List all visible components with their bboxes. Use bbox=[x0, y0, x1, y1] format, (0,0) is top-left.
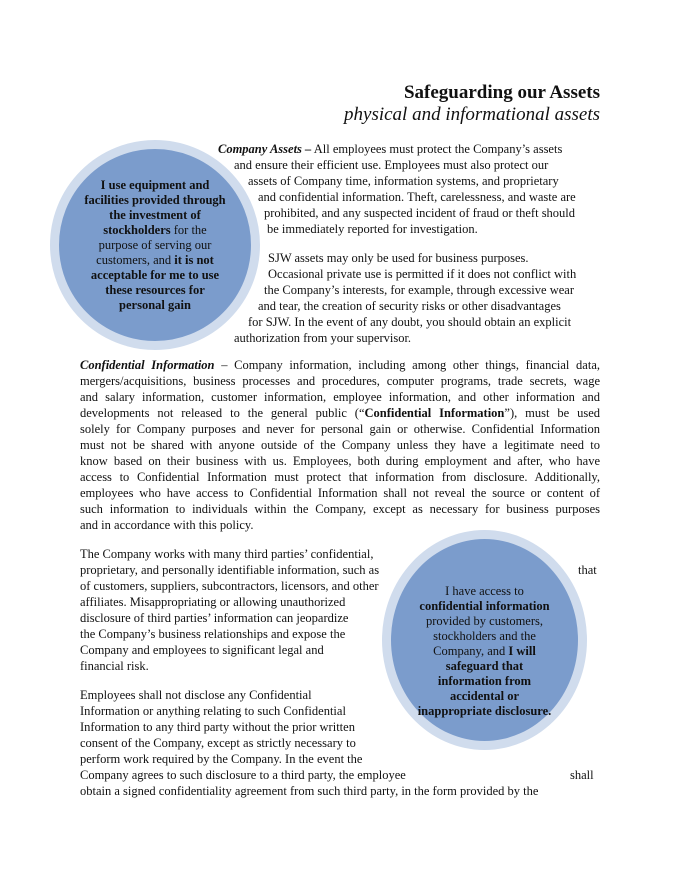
callout-line: purpose of serving our bbox=[98, 238, 212, 252]
confidential-line: and in accordance with this policy. bbox=[80, 518, 254, 532]
third-parties-line: financial risk. bbox=[80, 659, 149, 673]
disclosure-line-end: shall bbox=[570, 768, 594, 782]
callout-line: customers, and it is not bbox=[96, 253, 214, 267]
callout-line: acceptable for me to use bbox=[90, 268, 220, 282]
disclosure-line: Company agrees to such disclosure to a third party, the employee bbox=[80, 768, 406, 782]
third-parties-line: Company and employees to significant legal and bbox=[80, 643, 324, 657]
company-assets-line: Occasional private use is permitted if it does not conflict with bbox=[268, 267, 577, 281]
callout-line: these resources for bbox=[105, 283, 205, 297]
confidential-line: employees who have access to Confidential Information shall not reveal the source or content of bbox=[80, 486, 600, 500]
disclosure-line: Information to any third party without the prior written bbox=[80, 720, 355, 734]
company-assets-line: and confidential information. Theft, carelessness, and waste are bbox=[258, 190, 576, 204]
confidential-line: mergers/acquisitions, business processes and procedures, computer programs, trade secrets, wage bbox=[80, 374, 600, 388]
disclosure-line: obtain a signed confidentiality agreement from such third party, in the form provided by the bbox=[80, 784, 539, 798]
confidential-line: and salary information, customer information, employee information, and other information and bbox=[80, 390, 600, 404]
third-parties-line-end: that bbox=[578, 563, 597, 577]
disclosure-line: perform work required by the Company. In the event the bbox=[80, 752, 363, 766]
confidential-callout-text bbox=[392, 584, 577, 719]
confidential-line: must not be shared with anyone outside of the Company unless they have a legitimate need to bbox=[80, 438, 600, 452]
third-parties-line: of customers, suppliers, subcontractors, licensors, and other bbox=[80, 579, 379, 593]
confidential-line: know based on their business with us. Employees, both during employment and after, who have bbox=[80, 454, 600, 468]
third-parties-line: affiliates. Misappropriating or allowing unauthorized bbox=[80, 595, 346, 609]
callout-line: personal gain bbox=[119, 298, 191, 312]
confidential-line: developments not released to the general public (“Confidential Information”), must be used bbox=[80, 406, 601, 420]
callout-line: Company, and I will bbox=[433, 644, 536, 658]
callout-line: stockholders and the bbox=[433, 629, 536, 643]
callout-line: safeguard that bbox=[445, 659, 524, 673]
callout-line: accidental or bbox=[449, 689, 520, 703]
disclosure-line: Information or anything relating to such Confidential bbox=[80, 704, 346, 718]
callout-line: inappropriate disclosure. bbox=[417, 704, 552, 718]
confidential-line: such information to individuals within the Company, except as necessary for business purposes bbox=[80, 502, 600, 516]
third-parties-line: the Company’s business relationships and expose the bbox=[80, 627, 346, 641]
callout-line: facilities provided through bbox=[84, 193, 226, 207]
confidential-line: Confidential Information – Company information, including among other things, financial data, bbox=[80, 358, 600, 372]
callout-line: I have access to bbox=[445, 584, 524, 598]
third-parties-line: The Company works with many third parties’ confidential, bbox=[80, 547, 374, 561]
company-assets-line: and ensure their efficient use. Employees must also protect our bbox=[234, 158, 549, 172]
company-assets-line: and tear, the creation of security risks or other disadvantages bbox=[258, 299, 561, 313]
callout-line: provided by customers, bbox=[426, 614, 543, 628]
assets-callout-text bbox=[62, 178, 248, 313]
callout-line: confidential information bbox=[419, 599, 550, 613]
confidential-heading: Confidential Information bbox=[80, 358, 215, 372]
disclosure-line: Employees shall not disclose any Confidential bbox=[80, 688, 312, 702]
company-assets-line: prohibited, and any suspected incident of fraud or theft should bbox=[264, 206, 576, 220]
company-assets-line: be immediately reported for investigation. bbox=[267, 222, 478, 236]
callout-line: the investment of bbox=[109, 208, 201, 222]
company-assets-line: for SJW. In the event of any doubt, you should obtain an explicit bbox=[248, 315, 572, 329]
confidential-line: solely for Company purposes and never for personal gain or otherwise. Confidential Information bbox=[80, 422, 600, 436]
page-subtitle: physical and informational assets bbox=[344, 104, 600, 125]
third-parties-line: disclosure of third parties’ information can jeopardize bbox=[80, 611, 349, 625]
company-assets-heading: Company Assets – bbox=[218, 142, 312, 156]
callout-line: information from bbox=[437, 674, 532, 688]
callout-line: I use equipment and bbox=[100, 178, 210, 192]
company-assets-line: the Company’s interests, for example, through excessive wear bbox=[264, 283, 574, 297]
confidential-line: access to Confidential Information must protect that information from disclosure. Additionally, bbox=[80, 470, 600, 484]
company-assets-line: authorization from your supervisor. bbox=[234, 331, 412, 345]
page-title: Safeguarding our Assets bbox=[403, 82, 600, 103]
company-assets-line: Company Assets – All employees must protect the Company’s assets bbox=[218, 142, 563, 156]
callout-line: stockholders for the bbox=[103, 223, 207, 237]
third-parties-line: proprietary, and personally identifiable information, such as bbox=[80, 563, 380, 577]
company-assets-line: SJW assets may only be used for business purposes. bbox=[268, 251, 529, 265]
company-assets-line: assets of Company time, information systems, and proprietary bbox=[248, 174, 559, 188]
disclosure-line: consent of the Company, except as strictly necessary to bbox=[80, 736, 356, 750]
